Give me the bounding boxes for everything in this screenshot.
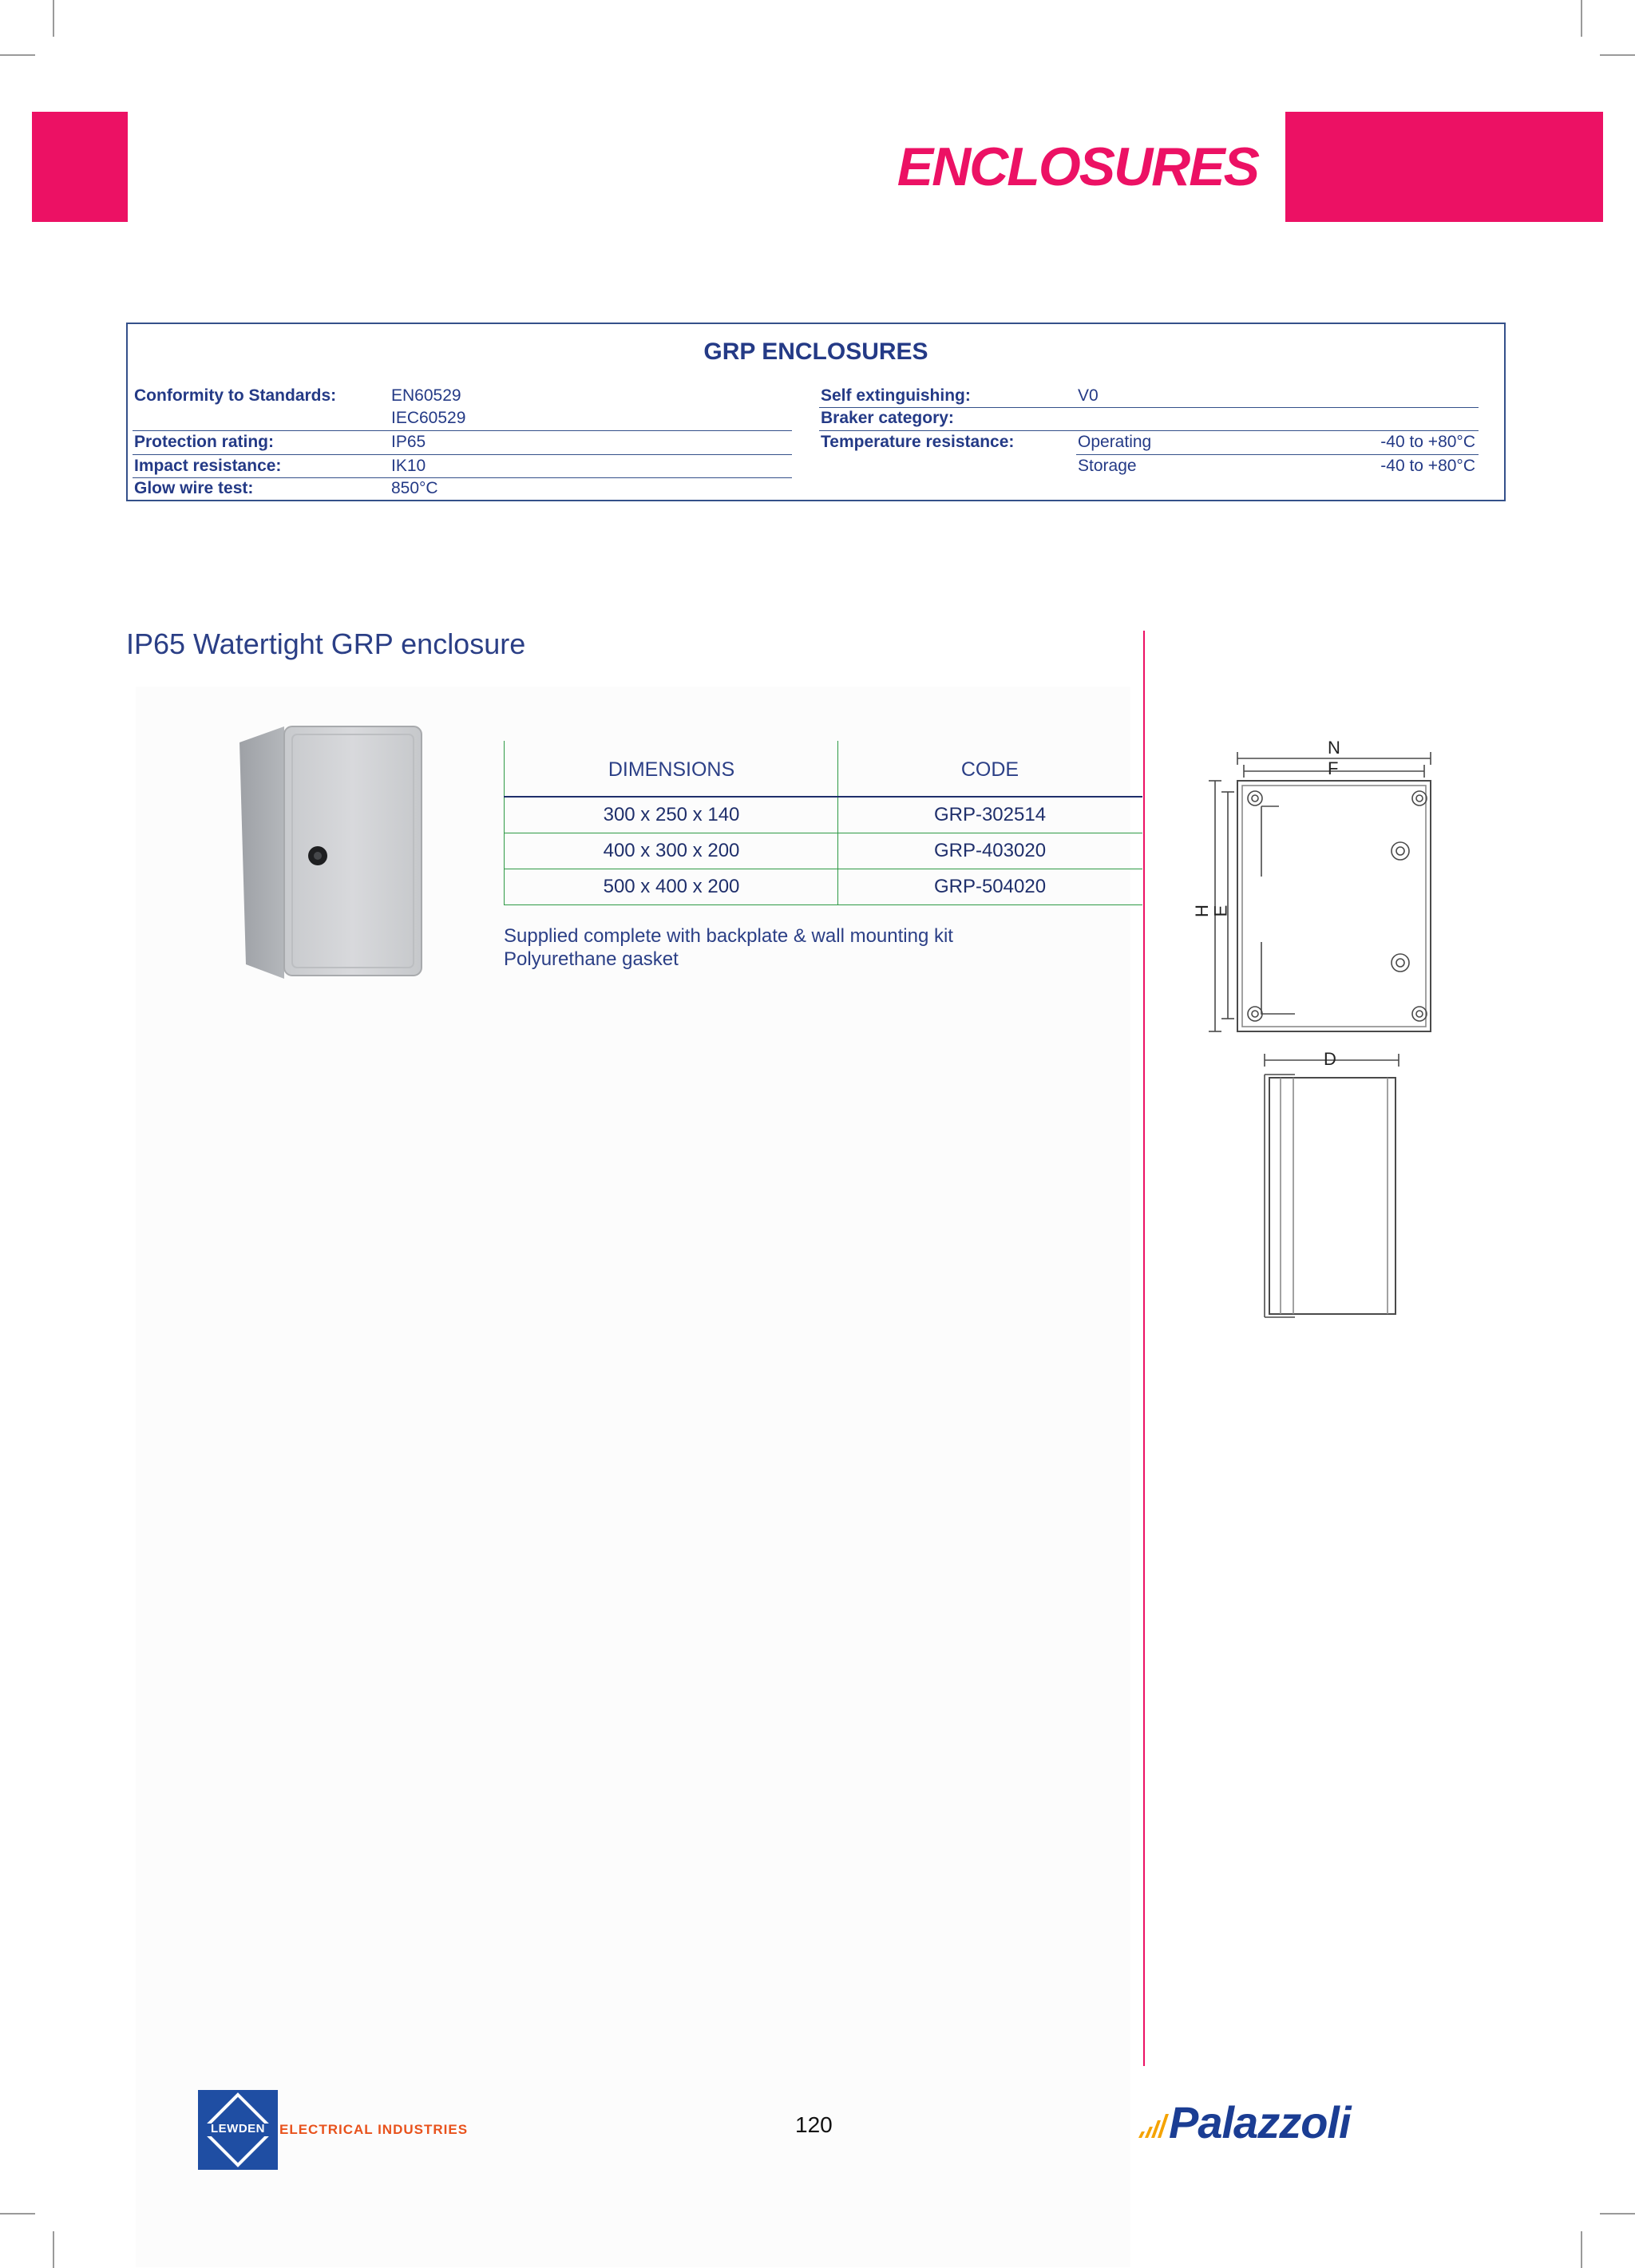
spec-range: -40 to +80°C bbox=[1380, 457, 1475, 475]
crop-mark bbox=[1581, 2231, 1582, 2268]
spec-value: V0 bbox=[1078, 386, 1099, 405]
lewden-badge-text: LEWDEN bbox=[211, 2122, 265, 2135]
spec-value: 850°C bbox=[391, 479, 438, 497]
spec-value: Storage bbox=[1078, 457, 1137, 475]
palazzoli-logo: Palazzoli bbox=[1169, 2097, 1351, 2147]
crop-mark bbox=[53, 2231, 54, 2268]
table-cell-code: GRP-504020 bbox=[933, 876, 1047, 897]
dimension-label-e: E bbox=[1210, 904, 1231, 917]
section-divider bbox=[1143, 631, 1145, 2066]
spec-value: IK10 bbox=[391, 457, 426, 475]
page-title: ENCLOSURES bbox=[897, 137, 1258, 197]
spec-value: Operating bbox=[1078, 433, 1152, 451]
front-view-drawing bbox=[1191, 734, 1447, 1038]
spec-label: Braker category: bbox=[821, 409, 954, 427]
spec-label: Conformity to Standards: bbox=[134, 386, 337, 405]
product-note: Polyurethane gasket bbox=[504, 948, 679, 970]
table-cell-dimensions: 500 x 400 x 200 bbox=[603, 876, 740, 897]
spec-range: -40 to +80°C bbox=[1380, 433, 1475, 451]
header-accent-right bbox=[1285, 112, 1603, 222]
spec-title: GRP ENCLOSURES bbox=[703, 338, 928, 365]
spec-label: Self extinguishing: bbox=[821, 386, 971, 405]
crop-mark bbox=[1581, 0, 1582, 37]
dimension-label-h: H bbox=[1191, 904, 1212, 917]
crop-mark bbox=[1600, 2213, 1635, 2215]
dimension-label-n: N bbox=[1328, 738, 1340, 758]
table-cell-dimensions: 400 x 300 x 200 bbox=[603, 840, 740, 861]
spec-value: IEC60529 bbox=[391, 409, 466, 427]
spec-value: EN60529 bbox=[391, 386, 461, 405]
spec-label: Glow wire test: bbox=[134, 479, 254, 497]
palazzoli-bars-icon bbox=[1137, 2111, 1169, 2139]
dimension-label-f: F bbox=[1328, 758, 1339, 778]
spec-label: Protection rating: bbox=[134, 433, 275, 451]
spec-label: Impact resistance: bbox=[134, 457, 282, 475]
crop-mark bbox=[53, 0, 54, 37]
table-header-dimensions: DIMENSIONS bbox=[608, 758, 735, 781]
header-accent-left bbox=[32, 112, 128, 222]
crop-mark bbox=[1600, 54, 1635, 56]
enclosure-photo bbox=[236, 725, 428, 980]
table-cell-dimensions: 300 x 250 x 140 bbox=[603, 804, 740, 825]
dimension-label-d: D bbox=[1324, 1049, 1336, 1069]
spec-box bbox=[126, 323, 1506, 501]
spec-label: Temperature resistance: bbox=[821, 433, 1015, 451]
spec-value: IP65 bbox=[391, 433, 426, 451]
page-number: 120 bbox=[795, 2112, 833, 2137]
crop-mark bbox=[0, 54, 35, 56]
table-cell-code: GRP-403020 bbox=[933, 840, 1047, 861]
product-title: IP65 Watertight GRP enclosure bbox=[126, 627, 526, 660]
table-header-rule bbox=[504, 796, 1142, 798]
crop-mark bbox=[0, 2213, 35, 2215]
table-line bbox=[504, 904, 1142, 905]
table-cell-code: GRP-302514 bbox=[933, 804, 1047, 825]
side-view-drawing bbox=[1253, 1051, 1413, 1330]
table-header-code: CODE bbox=[960, 758, 1019, 781]
lewden-tagline: ELECTRICAL INDUSTRIES bbox=[279, 2122, 469, 2137]
product-note: Supplied complete with backplate & wall mounting kit bbox=[504, 925, 953, 947]
